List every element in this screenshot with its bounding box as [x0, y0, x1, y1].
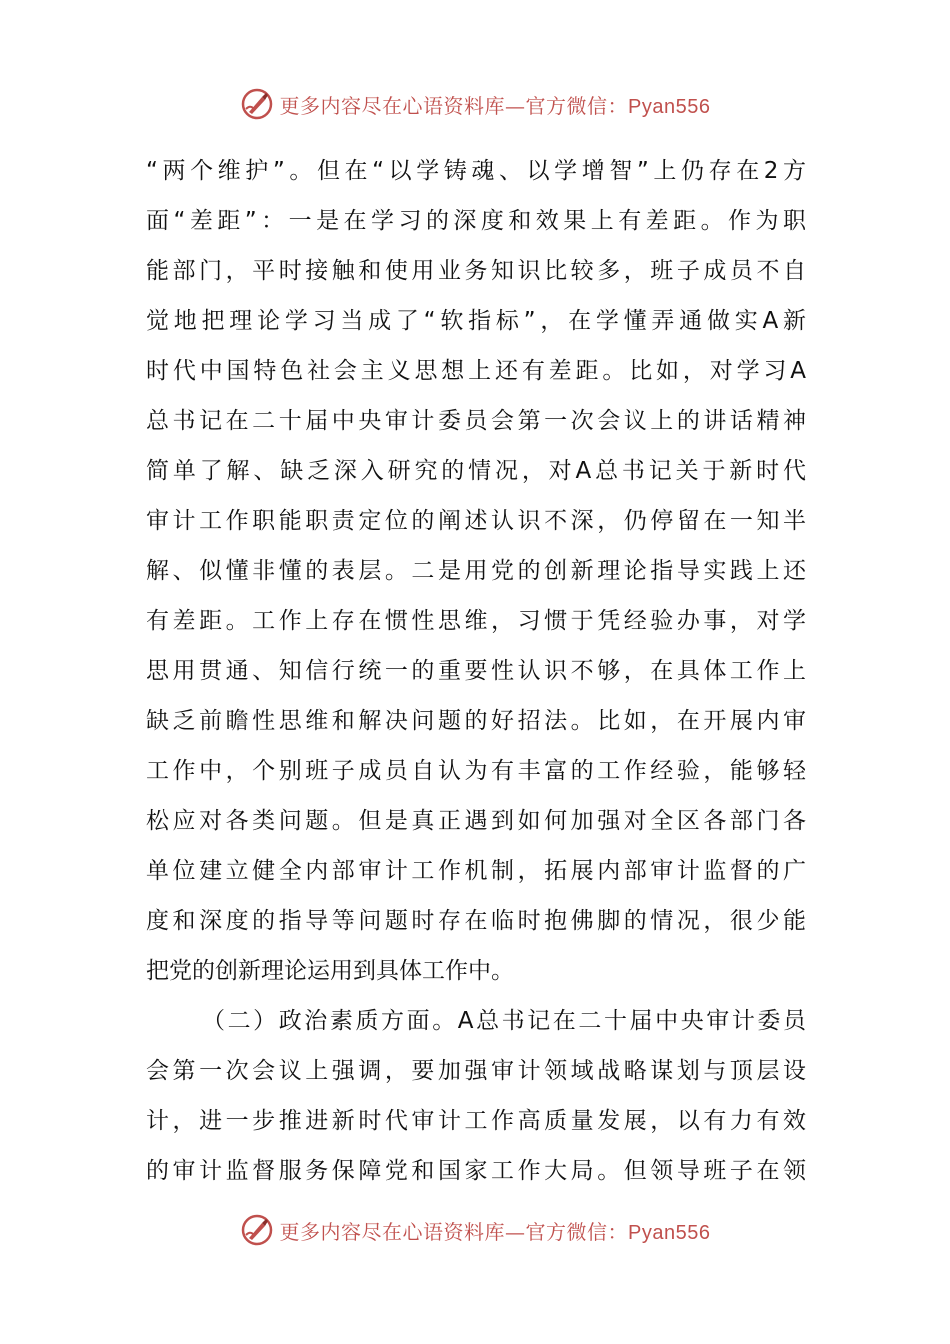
text-line: 面“差距”：一是在学习的深度和效果上有差距。作为职: [146, 208, 806, 234]
text-line: 松应对各类问题。但是真正遇到如何加强对全区各部门各: [146, 808, 806, 834]
text-line: 审计工作职能职责定位的阐述认识不深，仍停留在一知半: [146, 508, 806, 534]
text-line: 时代中国特色社会主义思想上还有差距。比如，对学习A: [146, 358, 806, 384]
watermark-text: [280, 1216, 711, 1245]
watermark-dash: —: [505, 1219, 526, 1244]
text-line: 单位建立健全内部审计工作机制，拓展内部审计监督的广: [146, 858, 806, 884]
pen-logo-icon: [240, 87, 274, 121]
text-line: 缺乏前瞻性思维和解决问题的好招法。比如，在开展内审: [146, 708, 806, 734]
watermark-text: [280, 90, 711, 119]
text-line: 总书记在二十届中央审计委员会第一次会议上的讲话精神: [146, 408, 806, 434]
text-line: 会第一次会议上强调，要加强审计领域战略谋划与顶层设: [146, 1058, 806, 1084]
text-line: 思用贯通、知信行统一的重要性认识不够，在具体工作上: [146, 658, 806, 684]
text-line: 度和深度的指导等问题时存在临时抱佛脚的情况，很少能: [146, 908, 806, 934]
text-line: 把党的创新理论运用到具体工作中。: [146, 958, 514, 984]
text-line: 的审计监督服务保障党和国家工作大局。但领导班子在领: [146, 1158, 806, 1184]
text-line: “两个维护”。但在“以学铸魂、以学增智”上仍存在2方: [146, 158, 806, 184]
text-line: （二）政治素质方面。A总书记在二十届中央审计委员: [202, 1008, 806, 1034]
watermark-wechat-id: Pyan556: [628, 1221, 711, 1244]
text-line: 计，进一步推进新时代审计工作高质量发展，以有力有效: [146, 1108, 806, 1134]
paragraph-2: [146, 996, 806, 1196]
text-line: 工作中，个别班子成员自认为有丰富的工作经验，能够轻: [146, 758, 806, 784]
pen-logo-icon: [240, 1213, 274, 1247]
footer-watermark: [0, 1212, 950, 1248]
text-line: 有差距。工作上存在惯性思维，习惯于凭经验办事，对学: [146, 608, 806, 634]
paragraph-1: [146, 146, 806, 996]
watermark-wechat-label: 官方微信：: [525, 1219, 629, 1244]
watermark-wechat-label: 官方微信：: [525, 93, 629, 118]
header-watermark: [0, 86, 950, 122]
watermark-dash: —: [505, 93, 526, 118]
watermark-site-name: 更多内容尽在心语资料库: [279, 93, 506, 118]
watermark-wechat-id: Pyan556: [628, 95, 711, 118]
text-line: 能部门，平时接触和使用业务知识比较多，班子成员不自: [146, 258, 806, 284]
document-body: [146, 146, 806, 1196]
watermark-site-name: 更多内容尽在心语资料库: [279, 1219, 506, 1244]
text-line: 解、似懂非懂的表层。二是用党的创新理论指导实践上还: [146, 558, 806, 584]
text-line: 觉地把理论学习当成了“软指标”，在学懂弄通做实A新: [146, 308, 806, 334]
text-line: 简单了解、缺乏深入研究的情况，对A总书记关于新时代: [146, 458, 806, 484]
